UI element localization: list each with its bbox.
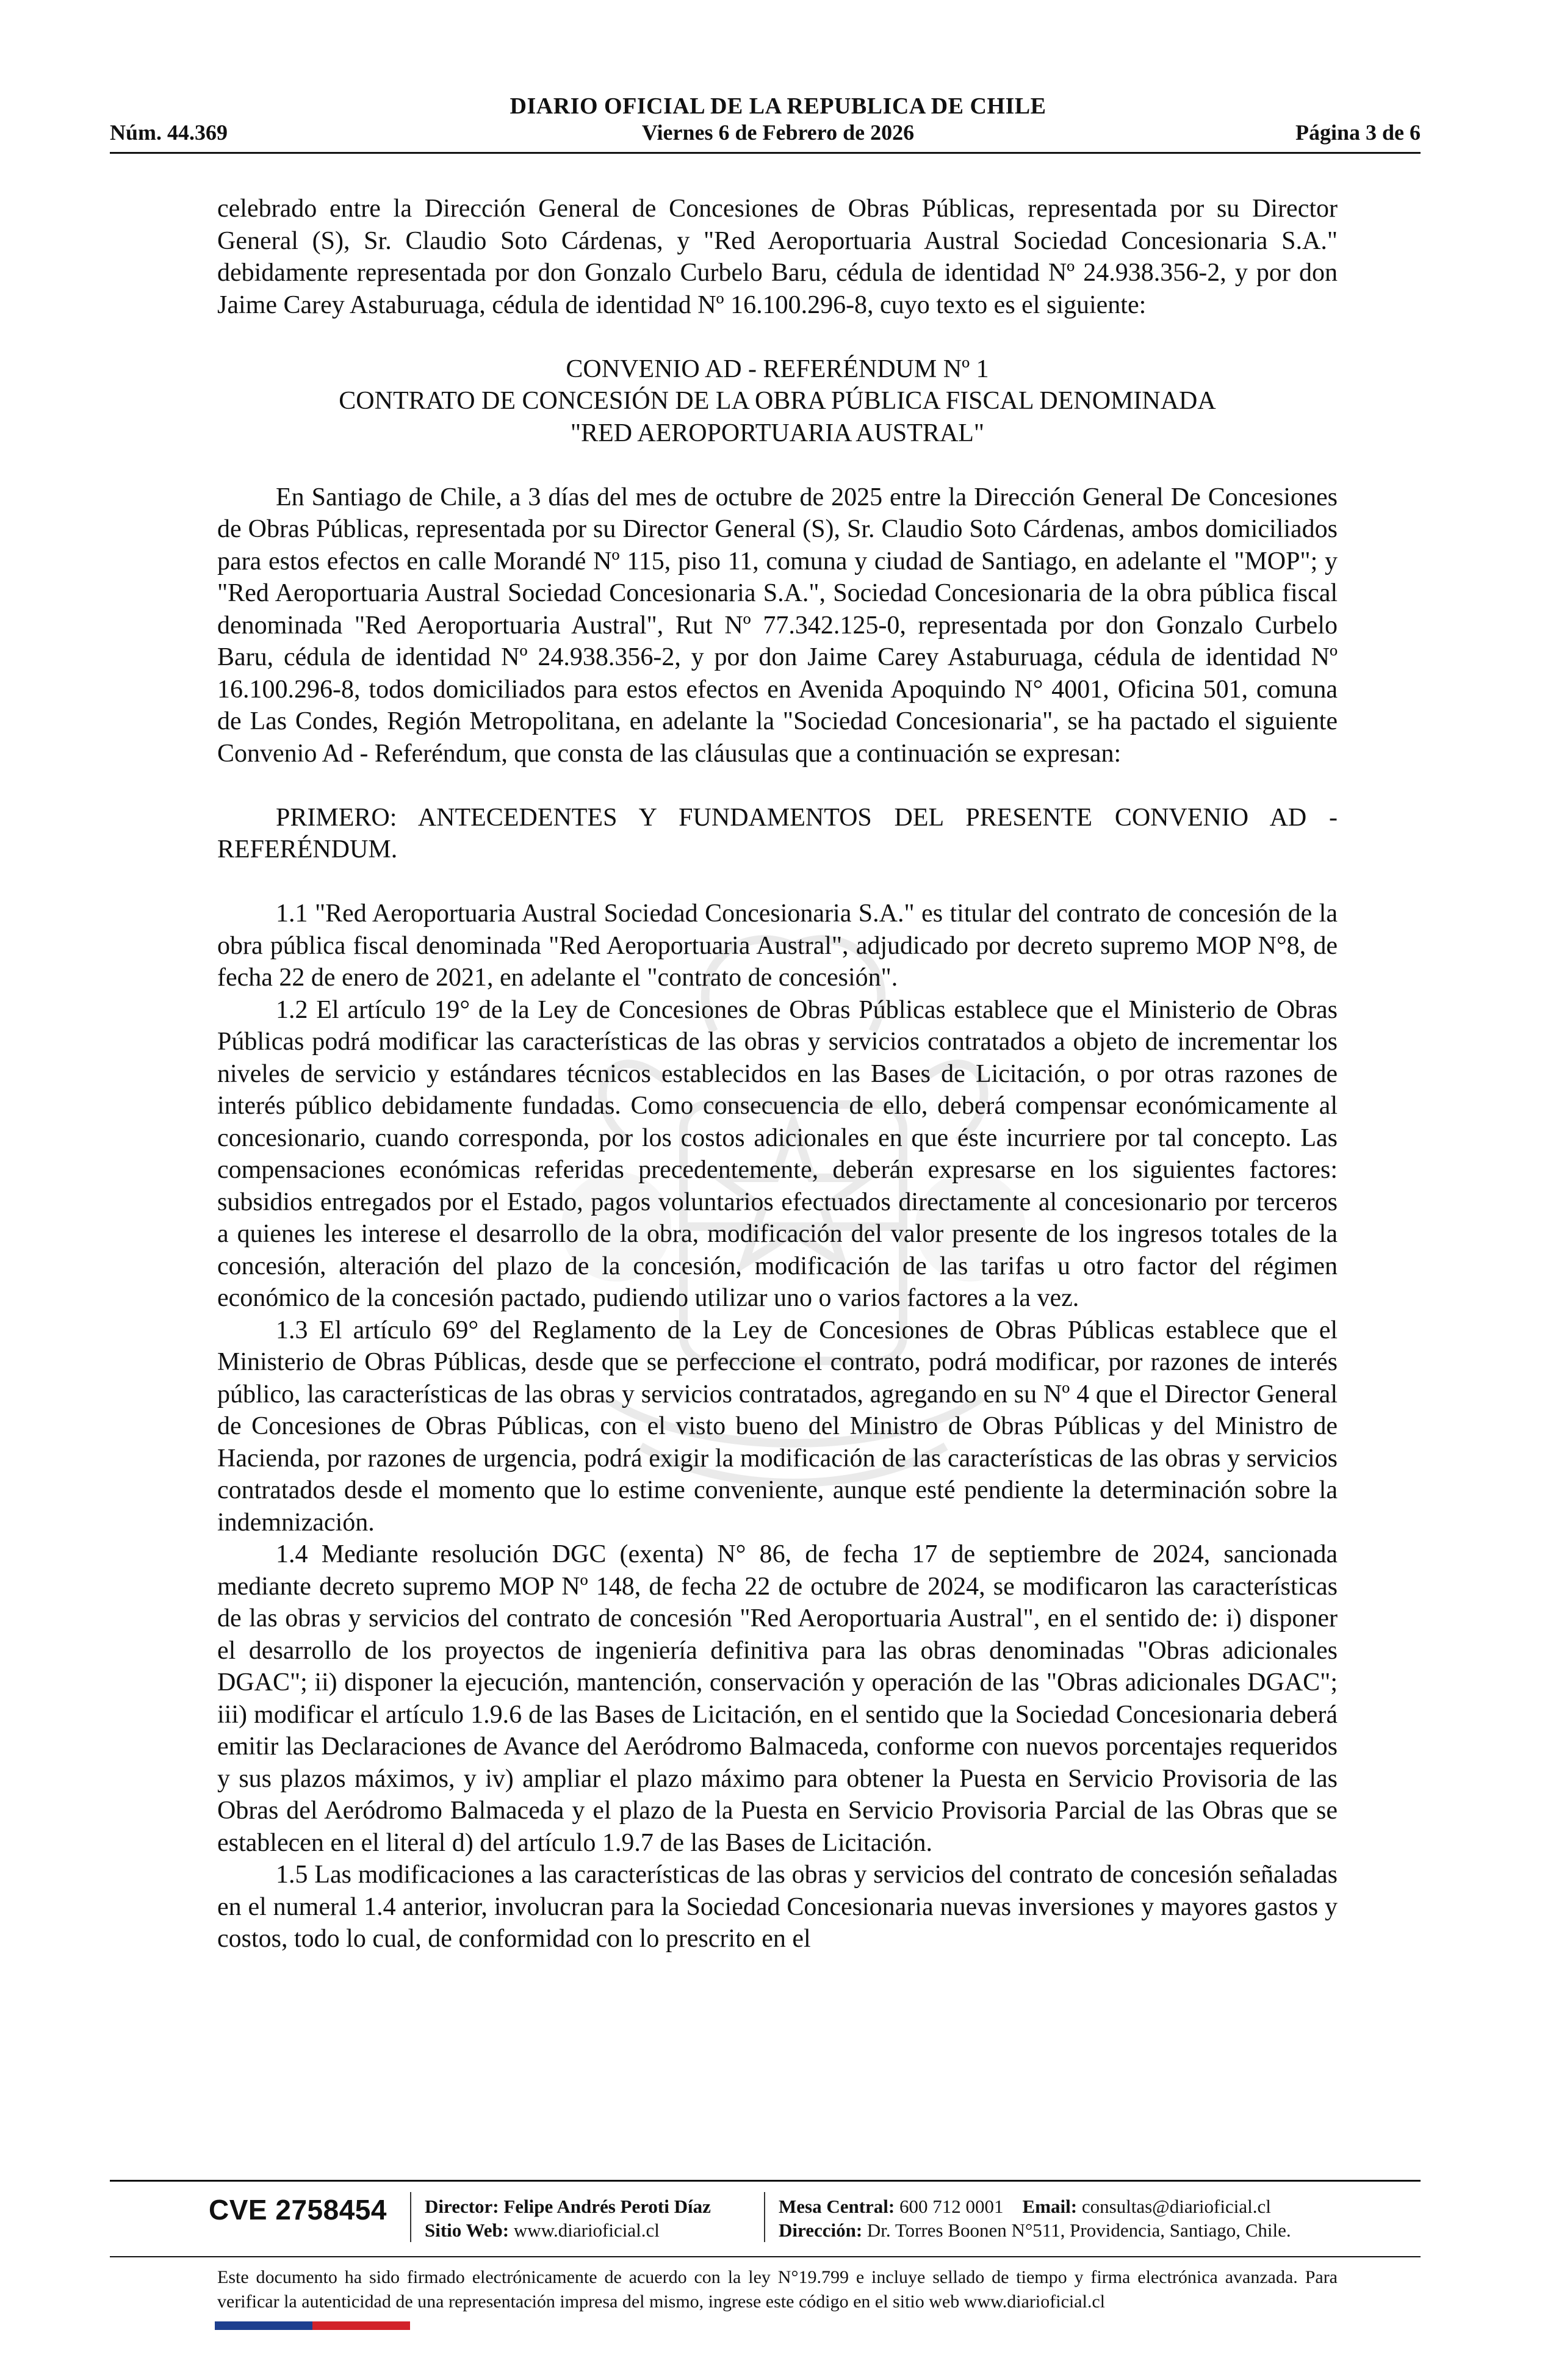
website-label: Sitio Web: <box>425 2220 510 2241</box>
footer-separator <box>764 2192 765 2242</box>
clause-1-4: 1.4 Mediante resolución DGC (exenta) N° 86, de fecha 17 de septiembre de 2024, sancionada mediante decreto supremo MOP Nº 148, de fecha 22 de octubre de 2024, se modificaron las características de las obras y servicios del contrato de concesión "Red Aeroportuaria Austral", en el sentido de: i) disponer el desarrollo de los proyectos de ingeniería definitiva para las obras denominadas "Obras adicionales DGAC"; ii) disponer la ejecución, mantención, conservación y operación de las "Obras adicionales DGAC"; iii) modificar el artículo 1.9.6 de las Bases de Licitación, en el sentido que la Sociedad Concesionaria deberá emitir las Declaraciones de Avance del Aeródromo Balmaceda, conforme con nuevos porcentajes requeridos y sus plazos máximos, y iv) ampliar el plazo máximo para obtener la Puesta en Servicio Provisoria de las Obras del Aeródromo Balmaceda y el plazo de la Puesta en Servicio Provisoria Parcial de las Obras que se establecen en el literal d) del artículo 1.9.7 de las Bases de Licitación. <box>217 1540 1338 1857</box>
preamble-paragraph: En Santiago de Chile, a 3 días del mes de octubre de 2025 entre la Dirección General De Concesiones de Obras Públicas, representada por su Director General (S), Sr. Claudio Soto Cárdenas, ambos domiciliados para estos efectos en calle Morandé Nº 115, piso 11, comuna y ciudad de Santiago, en adelante el "MOP"; y "Red Aeroportuaria Austral Sociedad Concesionaria S.A.", Sociedad Concesionaria de la obra pública fiscal denominada "Red Aeroportuaria Austral", Rut Nº 77.342.125-0, representada por don Gonzalo Curbelo Baru, cédula de identidad Nº 24.938.356-2, y por don Jaime Carey Astaburuaga, cédula de identidad Nº 16.100.296-8, todos domiciliados para estos efectos en Avenida Apoquindo N° 4001, Oficina 501, comuna de Las Condes, Región Metropolitana, en adelante la "Sociedad Concesionaria", se ha pactado el siguiente Convenio Ad - Referéndum, que consta de las cláusulas que a continuación se expresan: <box>217 483 1338 768</box>
agreement-title <box>217 353 1338 450</box>
issue-number: Núm. 44.369 <box>110 120 228 145</box>
website-link[interactable]: www.diarioficial.cl <box>513 2220 660 2241</box>
clause-1-5: 1.5 Las modificaciones a las características de las obras y servicios del contrato de concesión señaladas en el numeral 1.4 anterior, involucran para la Sociedad Concesionaria nuevas inversiones y mayores gastos y costos, todo lo cual, de conformidad con lo prescrito en el <box>217 1861 1338 1953</box>
chile-flag-stripe <box>215 2321 410 2330</box>
footer-director-block <box>425 2194 711 2242</box>
flag-blue-segment <box>215 2321 312 2330</box>
section-heading: PRIMERO: ANTECEDENTES Y FUNDAMENTOS DEL PRESENTE CONVENIO AD - REFERÉNDUM. <box>217 803 1338 864</box>
agreement-title-line-2: CONTRATO DE CONCESIÓN DE LA OBRA PÚBLICA FISCAL DENOMINADA <box>339 387 1216 415</box>
electronic-signature-notice: Este documento ha sido firmado electrónicamente de acuerdo con la ley N°19.799 e incluye sellado de tiempo y firma electrónica avanzada. Para verificar la autenticidad de una representación impresa del mismo, ingrese este código en el sitio web www.diarioficial.cl <box>217 2267 1338 2312</box>
clause-1-1: 1.1 "Red Aeroportuaria Austral Sociedad Concesionaria S.A." es titular del contrato de concesión de la obra pública fiscal denominada "Red Aeroportuaria Austral", adjudicado por decreto supremo MOP N°8, de fecha 22 de enero de 2021, en adelante el "contrato de concesión". <box>217 900 1338 992</box>
intro-paragraph: celebrado entre la Dirección General de Concesiones de Obras Públicas, representada por su Director General (S), Sr. Claudio Soto Cárdenas, y "Red Aeroportuaria Austral Sociedad Concesionaria S.A." debidamente representada por don Gonzalo Curbelo Baru, cédula de identidad Nº 24.938.356-2, y por don Jaime Carey Astaburuaga, cédula de identidad Nº 16.100.296-8, cuyo texto es el siguiente: <box>217 195 1338 319</box>
email-link[interactable]: consultas@diarioficial.cl <box>1081 2196 1271 2217</box>
issue-date: Viernes 6 de Febrero de 2026 <box>641 120 915 145</box>
clause-1-2: 1.2 El artículo 19° de la Ley de Concesiones de Obras Públicas establece que el Ministerio de Obras Públicas podrá modificar las características de las obras y servicios contratados a objeto de incrementar los niveles de servicio y estándares técnicos establecidos en las Bases de Licitación, o por otras razones de interés público debidamente fundadas. Como consecuencia de ello, deberá compensar económicamente al concesionario, cuando corresponda, por los costos adicionales en que éste incurriere por tal concepto. Las compensaciones económicas referidas precedentemente, deberán expresarse en los siguientes factores: subsidios entregados por el Estado, pagos voluntarios efectuados directamente al concesionario por terceros a quienes les interese el desarrollo de la obra, modificación del valor presente de los ingresos totales de la concesión, alteración del plazo de la concesión, modificación de las tarifas u otro factor del régimen económico de la concesión pactado, pudiendo utilizar uno o varios factores a la vez. <box>217 995 1338 1312</box>
header-divider <box>110 152 1421 154</box>
clause-1-3: 1.3 El artículo 69° del Reglamento de la Ley de Concesiones de Obras Públicas establece que el Ministerio de Obras Públicas, desde que se perfeccione el contrato, podrá modificar, por razones de interés público, las características de las obras y servicios contratados, agregando en su Nº 4 que el Director General de Concesiones de Obras Públicas, con el visto bueno del Ministro de Obras Públicas y del Ministro de Hacienda, por razones de urgencia, podrá exigir la modificación de las características de las obras y servicios contratados desde el momento que lo estime conveniente, aunque esté pendiente la determinación sobre la indemnización. <box>217 1316 1338 1537</box>
document-body <box>217 193 1338 1955</box>
phone-number: 600 712 0001 <box>899 2196 1004 2217</box>
flag-red-segment <box>312 2321 410 2330</box>
agreement-title-line-1: CONVENIO AD - REFERÉNDUM Nº 1 <box>566 355 989 383</box>
email-label: Email: <box>1022 2196 1078 2217</box>
phone-label: Mesa Central: <box>779 2196 895 2217</box>
page-indicator: Página 3 de 6 <box>1295 120 1421 145</box>
address-label: Dirección: <box>779 2220 863 2241</box>
footer-contact-block <box>779 2194 1291 2242</box>
cve-code: CVE 2758454 <box>209 2194 387 2226</box>
director-name: Felipe Andrés Peroti Díaz <box>503 2196 711 2217</box>
address-text: Dr. Torres Boonen N°511, Providencia, Santiago, Chile. <box>866 2220 1291 2241</box>
director-label: Director: <box>425 2196 499 2217</box>
footer-divider <box>110 2180 1421 2182</box>
newspaper-title: DIARIO OFICIAL DE LA REPUBLICA DE CHILE <box>510 93 1046 119</box>
footer-separator <box>410 2192 411 2242</box>
footer-divider-lower <box>110 2256 1421 2257</box>
agreement-title-line-3: "RED AEROPORTUARIA AUSTRAL" <box>570 419 985 447</box>
